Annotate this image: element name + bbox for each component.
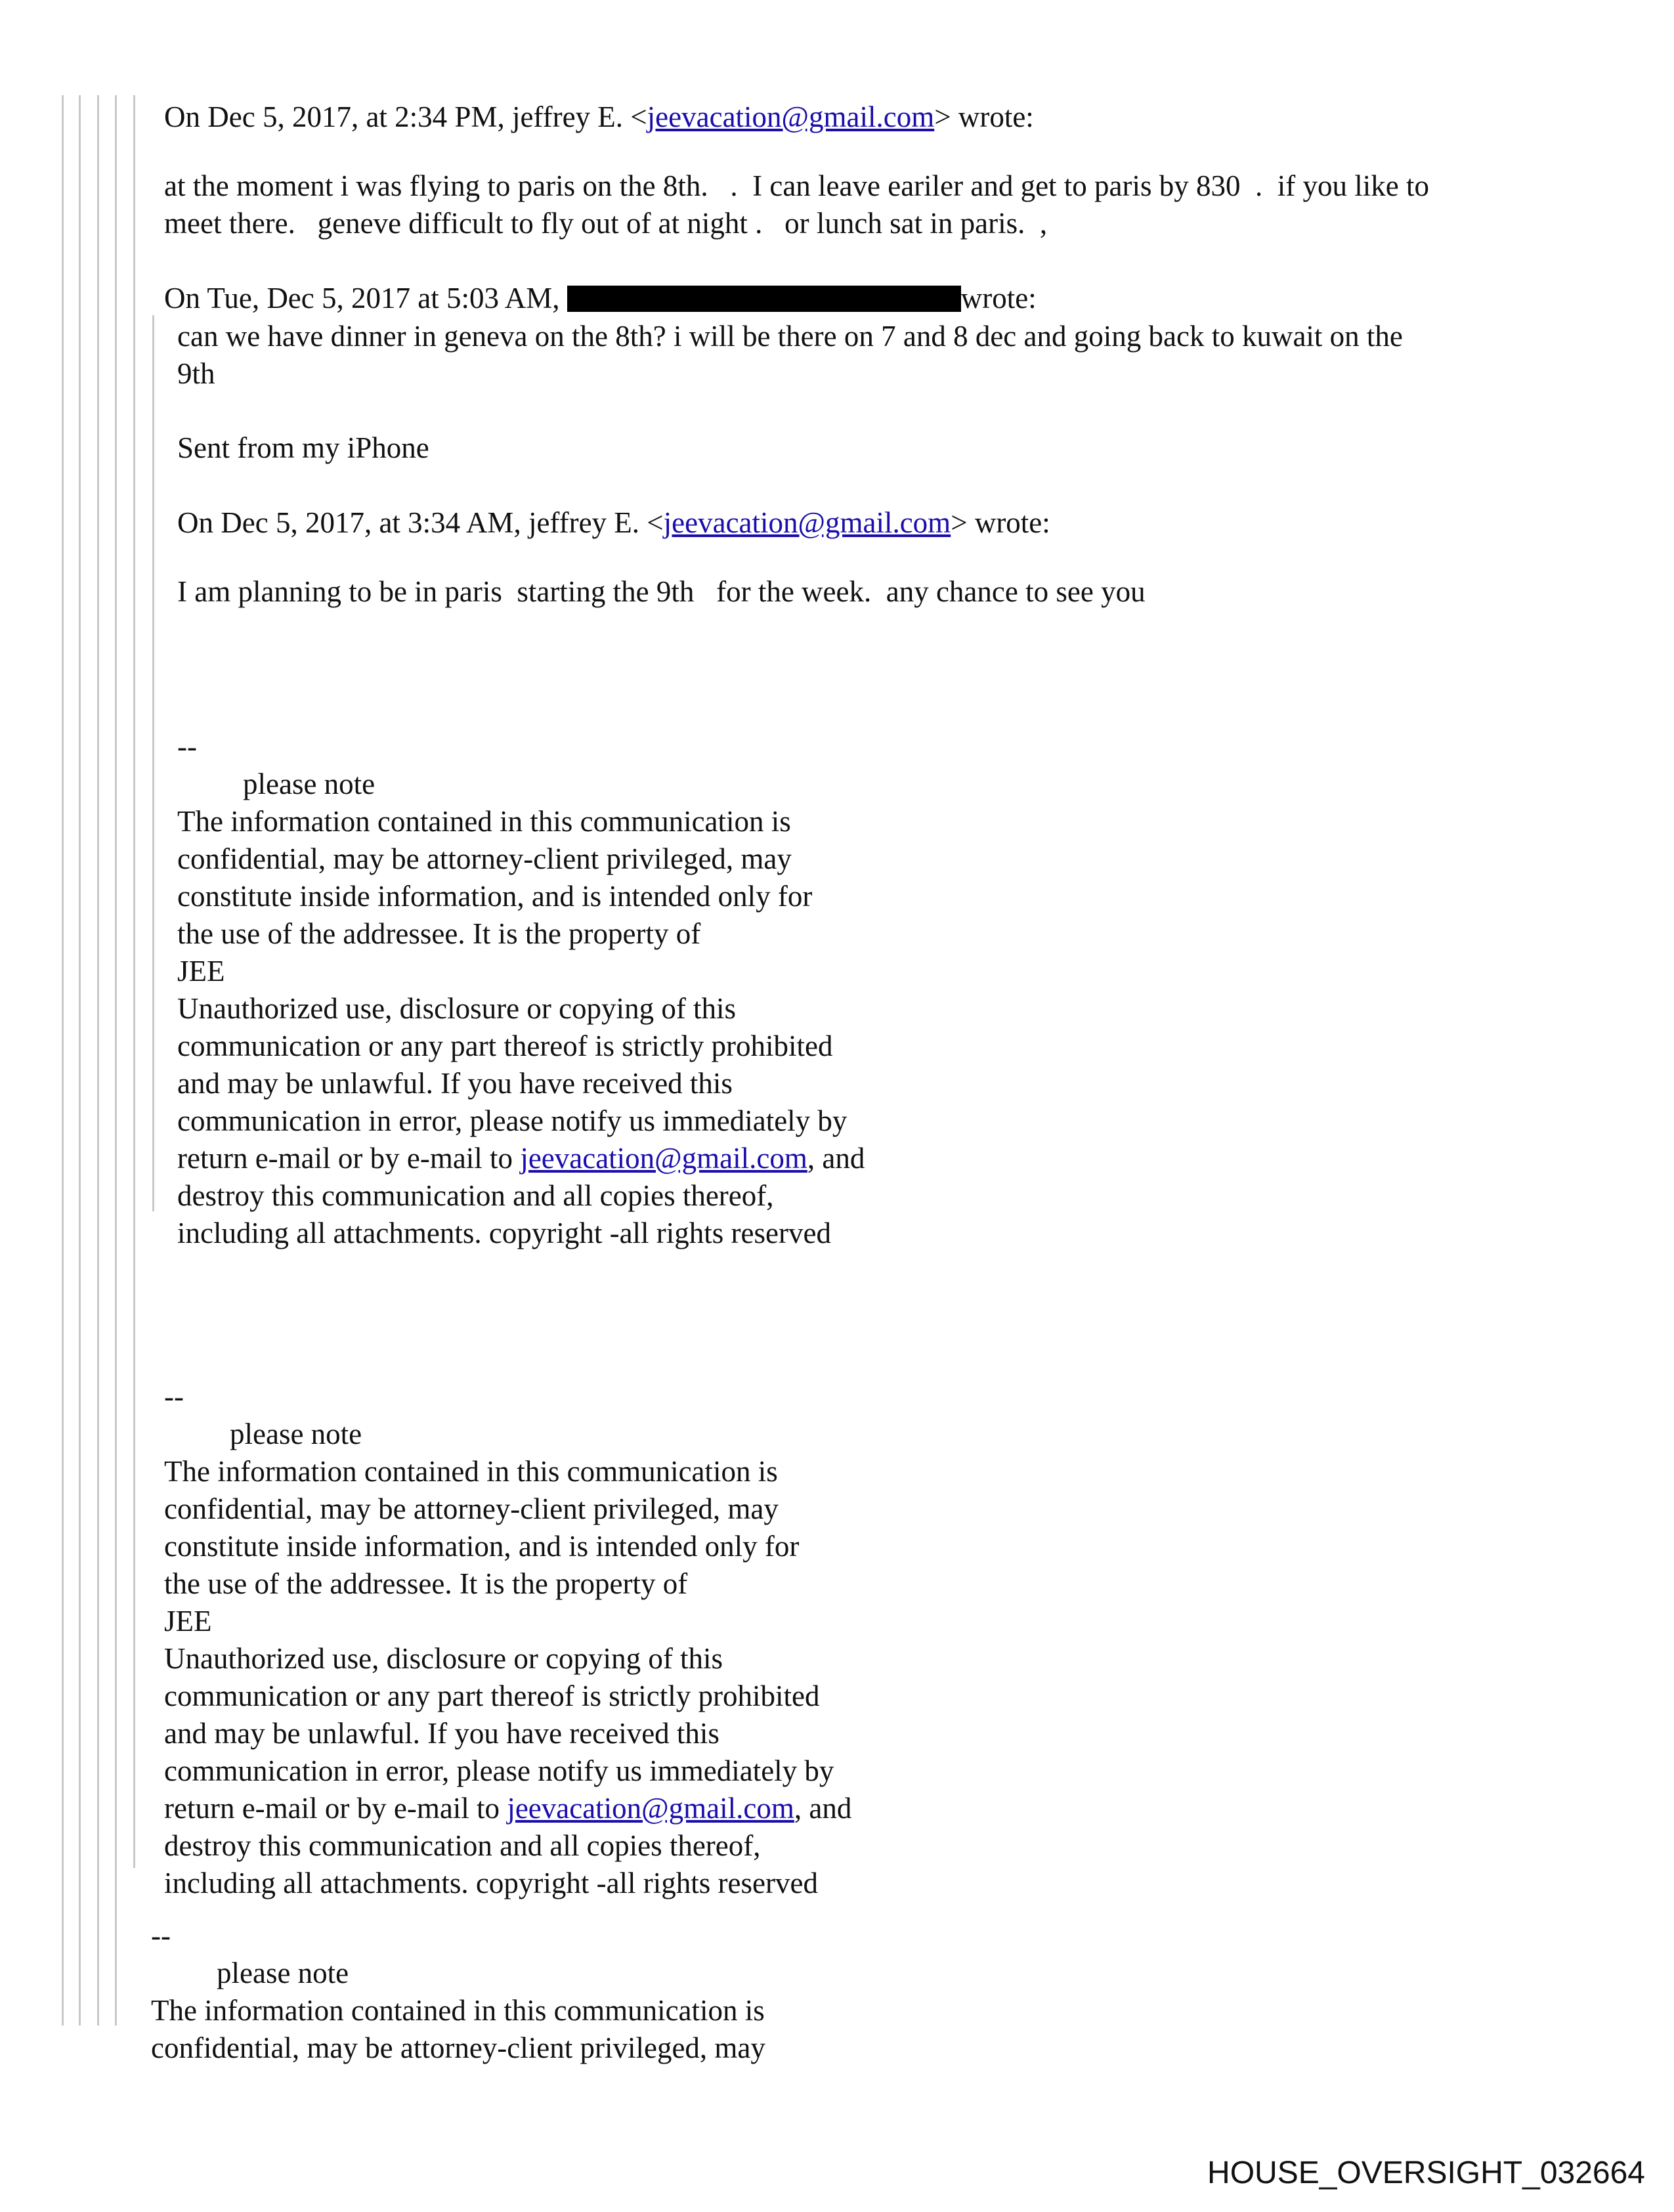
redaction-box [567,286,961,312]
quote-bar [133,95,135,1868]
email-link[interactable]: jeevacation@gmail.com [647,100,935,133]
bates-number: HOUSE_OVERSIGHT_032664 [1207,2156,1645,2190]
msg3-header: On Dec 5, 2017, at 3:34 AM, jeffrey E. <jeevacation@gmail.com> wrote: [177,506,1050,539]
disclaimer-2: -- please note The information contained in this communication is confidential, may be attorney-client privileged, may constitute inside information, and is intended only for the use of the addressee. It is the property of JEE Unauthorized use, disclosure or copying of this communication or any part thereof is strictly prohibited and may be unlawful. If you have received this communication in error, please notify us immediately by return e-mail or by e-mail to jeevacation@gmail.com, and destroy this communication and all copies thereof, including all attachments. copyright -all rights reserved [164,1380,852,1899]
msg1-header: On Dec 5, 2017, at 2:34 PM, jeffrey E. <jeevacation@gmail.com> wrote: [164,100,1034,133]
quote-bar [97,95,99,2026]
quote-bar [79,95,81,2026]
quote-bar [62,95,64,2026]
quote-bar [115,95,117,2026]
msg1-body: at the moment i was flying to paris on the 8th. . I can leave eariler and get to paris by 830 . if you like to meet there. geneve difficult to fly out of at night . or lunch sat in paris. , [164,169,1430,240]
disclaimer-3: -- please note The information contained in this communication is confidential, may be attorney-client privileged, may [151,1919,765,2064]
email-link[interactable]: jeevacation@gmail.com [663,506,951,539]
msg2-header: On Tue, Dec 5, 2017 at 5:03 AM, wrote: [164,282,1037,314]
email-link[interactable]: jeevacation@gmail.com [520,1142,807,1175]
quote-bar [152,315,154,1211]
msg2-signature: Sent from my iPhone [177,431,429,464]
msg2-body: can we have dinner in geneva on the 8th? i will be there on 7 and 8 dec and going back to kuwait on the 9th [177,320,1403,390]
msg3-body: I am planning to be in paris starting the 9th for the week. any chance to see you [177,575,1146,608]
email-link[interactable]: jeevacation@gmail.com [507,1792,794,1825]
disclaimer-1: -- please note The information contained in this communication is confidential, may be attorney-client privileged, may constitute inside information, and is intended only for the use of the addressee. It is the property of JEE Unauthorized use, disclosure or copying of this communication or any part thereof is strictly prohibited and may be unlawful. If you have received this communication in error, please notify us immediately by return e-mail or by e-mail to jeevacation@gmail.com, and destroy this communication and all copies thereof, including all attachments. copyright -all rights reserved [177,730,865,1249]
